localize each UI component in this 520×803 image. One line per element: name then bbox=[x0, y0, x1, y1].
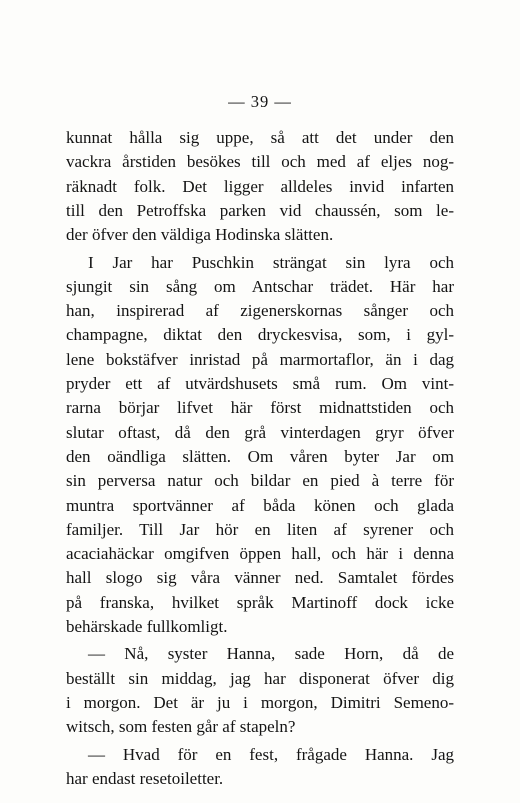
text-line: — Hvad för en fest, frågade Hanna. Jag bbox=[88, 744, 454, 764]
text-line: slutar oftast, då den grå vinterdagen gryr öfver bbox=[66, 422, 454, 442]
text-line: I Jar har Puschkin strängat sin lyra och bbox=[88, 252, 454, 272]
text-line: till den Petroffska parken vid chaussén, som le- bbox=[66, 200, 454, 220]
text-line: muntra sportvänner af båda könen och glada bbox=[66, 495, 454, 515]
page-number: — 39 — bbox=[228, 92, 292, 111]
text-line: han, inspirerad af zigenerskornas sånger och bbox=[66, 301, 454, 321]
text-line: familjer. Till Jar hör en liten af syrener och bbox=[66, 519, 454, 539]
text-line: räknadt folk. Det ligger alldeles invid infarten bbox=[66, 176, 454, 196]
text-line: pryder ett af utvärdshusets små rum. Om vint- bbox=[66, 374, 454, 393]
text-line: behärskade fullkomligt. bbox=[66, 617, 228, 636]
text-line: i morgon. Det är ju i morgon, Dimitri Semeno- bbox=[66, 692, 454, 712]
text-line: rarna börjar lifvet här först midnattstiden och bbox=[66, 398, 454, 418]
text-line: den oändliga slätten. Om våren byter Jar om bbox=[66, 446, 454, 466]
text-line: champagne, diktat den dryckesvisa, som, i gyl- bbox=[66, 325, 454, 345]
text-line: acaciahäckar omgifven öppen hall, och här i denna bbox=[66, 544, 454, 564]
text-line: hall slogo sig våra vänner ned. Samtalet fördes bbox=[66, 568, 454, 588]
text-line: har endast resetoiletter. bbox=[66, 768, 224, 788]
text-line: witsch, som festen går af stapeln? bbox=[66, 717, 296, 737]
text-line: lene bokstäfver inristad på marmortaflor, än i dag bbox=[66, 349, 454, 369]
text-line: vackra årstiden besökes till och med af eljes nog- bbox=[66, 152, 454, 172]
text-line: på franska, hvilket språk Martinoff dock icke bbox=[66, 592, 454, 612]
text-line: sin perversa natur och bildar en pied à terre för bbox=[66, 471, 454, 491]
text-line: sjungit sin sång om Antschar trädet. Här har bbox=[66, 276, 454, 296]
text-line: kunnat hålla sig uppe, så att det under den bbox=[66, 128, 454, 147]
text-line: — Nå, syster Hanna, sade Horn, då de bbox=[88, 644, 454, 664]
text-line: der öfver den väldiga Hodinska slätten. bbox=[66, 225, 334, 245]
text-line: beställt sin middag, jag har disponerat öfver dig bbox=[66, 668, 454, 688]
